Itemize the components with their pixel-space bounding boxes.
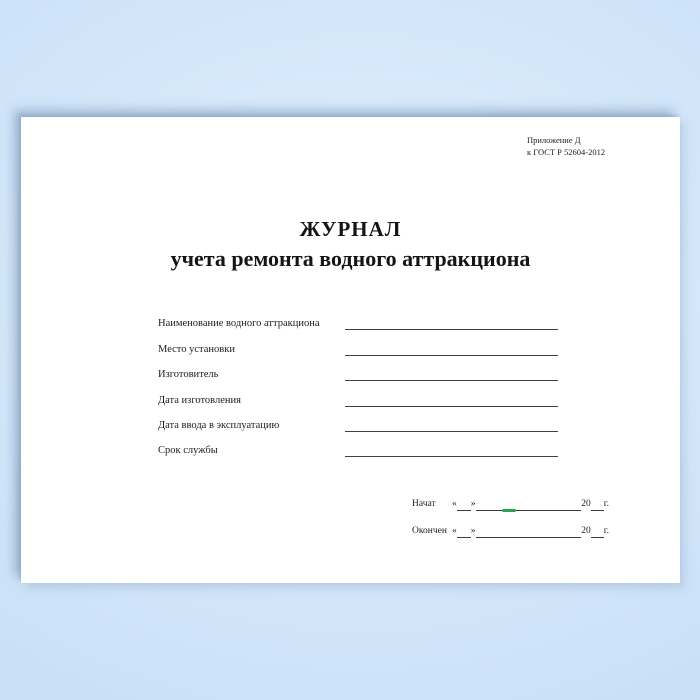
day-blank-line	[457, 526, 471, 538]
field-label: Изготовитель	[158, 369, 219, 381]
gost-reference-note	[527, 135, 605, 158]
year-blank-line	[591, 526, 604, 538]
month-blank-line	[476, 526, 582, 538]
year-prefix: 20	[581, 499, 591, 509]
started-label: Начат	[412, 499, 436, 509]
journal-started-row	[412, 498, 609, 511]
year-prefix: 20	[581, 526, 591, 536]
close-quote: »	[470, 526, 476, 536]
journal-title-subtitle: учета ремонта водного аттракциона	[170, 246, 531, 271]
open-quote: «	[452, 499, 457, 509]
green-mark	[502, 509, 516, 512]
field-label: Наименование водного аттракциона	[158, 318, 320, 330]
gost-reference-line2: к ГОСТ Р 52604-2012	[527, 146, 606, 157]
field-row-attraction-name	[158, 305, 558, 330]
field-row-commissioning-date	[158, 407, 558, 432]
gost-reference-line1: Приложение Д	[527, 135, 581, 145]
field-blank-line	[345, 444, 558, 457]
field-label: Место установки	[158, 343, 235, 355]
field-blank-line	[345, 394, 558, 407]
field-blank-line	[345, 419, 558, 432]
field-label: Срок службы	[158, 445, 218, 457]
field-row-installation-place	[158, 330, 558, 355]
month-blank-line	[476, 499, 582, 511]
journal-finished-row	[412, 525, 609, 538]
field-blank-line	[345, 368, 558, 381]
close-quote: »	[470, 499, 476, 509]
open-quote: «	[452, 526, 457, 536]
journal-title	[21, 215, 680, 274]
form-fields	[158, 305, 558, 457]
field-blank-line	[345, 317, 558, 330]
journal-cover-page	[21, 117, 680, 583]
field-row-service-life	[158, 432, 558, 457]
journal-title-main: ЖУРНАЛ	[299, 217, 402, 241]
day-blank-line	[457, 499, 471, 511]
finished-label: Окончен	[412, 526, 447, 536]
year-suffix: г.	[603, 499, 609, 509]
field-blank-line	[345, 343, 558, 356]
field-row-manufacture-date	[158, 381, 558, 406]
year-blank-line	[591, 499, 604, 511]
field-label: Дата ввода в эксплуатацию	[158, 419, 280, 431]
year-suffix: г.	[603, 526, 609, 536]
field-label: Дата изготовления	[158, 394, 241, 406]
field-row-manufacturer	[158, 356, 558, 381]
